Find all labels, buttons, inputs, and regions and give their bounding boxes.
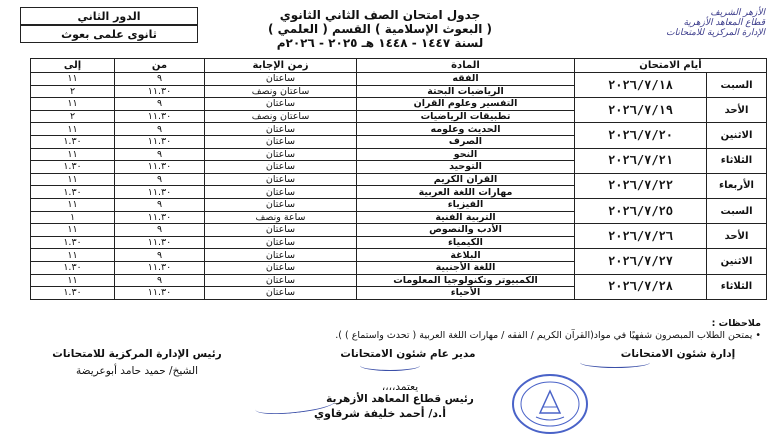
organization-block — [590, 8, 765, 38]
time-from: ١١.٣٠ — [115, 261, 205, 274]
exam-day: الثلاثاء — [707, 148, 767, 173]
table-header-row — [31, 59, 767, 73]
time-to: ١.٣٠ — [31, 135, 115, 148]
time-from: ١١.٣٠ — [115, 186, 205, 199]
left-signature-name: الشيخ/ حميد حامد أبوعريضة — [75, 365, 199, 377]
answer-duration: ساعتان — [205, 198, 357, 211]
time-to: ١١ — [31, 173, 115, 186]
chief-name: أ.د/ أحمد خليفة شرقاوي — [314, 407, 446, 420]
subject-name: الأحياء — [357, 287, 575, 300]
time-to: ١١ — [31, 224, 115, 237]
org-line-3: الإدارة المركزية للامتحانات — [666, 28, 765, 38]
time-to: ١.٣٠ — [31, 287, 115, 300]
exam-date: ٢٠٢٦/٧/٢٠ — [575, 123, 707, 148]
time-from: ١١.٣٠ — [115, 135, 205, 148]
time-to: ١.٣٠ — [31, 161, 115, 174]
subject-name: الفقه — [357, 73, 575, 86]
table-row — [31, 123, 767, 136]
answer-duration: ساعتان — [205, 186, 357, 199]
time-to: ١١ — [31, 274, 115, 287]
table-row — [31, 198, 767, 211]
approved-label: يعتمد،،،، — [381, 381, 419, 393]
table-row — [31, 73, 767, 86]
exam-date: ٢٠٢٦/٧/٢٦ — [575, 224, 707, 249]
exam-day: الأربعاء — [707, 173, 767, 198]
time-to: ١١ — [31, 148, 115, 161]
time-to: ١.٣٠ — [31, 186, 115, 199]
title-line-2: ( البعوث الإسلامية ) القسم ( العلمي ) — [268, 22, 492, 36]
header-days: أيام الامتحان — [575, 59, 767, 73]
table-row — [31, 148, 767, 161]
subject-name: تطبيقات الرياضيات — [357, 110, 575, 123]
signature-scribble-middle — [360, 360, 420, 371]
subject-name: التربية الفنية — [357, 211, 575, 224]
notes-line-1: • يمتحن الطلاب المبصرون شفهيًا في مواد(القرآن الكريم / الفقه / مهارات اللغة العربية ( تحدث واستماع ) ). — [335, 330, 761, 341]
time-from: ٩ — [115, 274, 205, 287]
header-to: إلى — [31, 59, 115, 73]
org-line-1: الأزهر الشريف — [710, 8, 765, 18]
session-label: الدور الثاني — [77, 9, 141, 23]
subject-name: الرياضيات البحتة — [357, 85, 575, 98]
answer-duration: ساعتان — [205, 98, 357, 111]
official-stamp-icon — [510, 373, 590, 435]
exam-date: ٢٠٢٦/٧/٢٧ — [575, 249, 707, 274]
time-to: ٢ — [31, 110, 115, 123]
time-from: ١١.٣٠ — [115, 236, 205, 249]
answer-duration: ساعتان — [205, 161, 357, 174]
time-from: ٩ — [115, 198, 205, 211]
exam-day: الأحد — [707, 224, 767, 249]
subject-name: التفسير وعلوم القرآن — [357, 98, 575, 111]
table-row — [31, 173, 767, 186]
exam-day: الاثنين — [707, 123, 767, 148]
schedule-table-wrapper — [30, 58, 767, 300]
answer-duration: ساعتان — [205, 73, 357, 86]
subject-name: الكيمياء — [357, 236, 575, 249]
exam-day: السبت — [707, 198, 767, 223]
time-from: ١١.٣٠ — [115, 85, 205, 98]
time-from: ١١.٣٠ — [115, 161, 205, 174]
time-from: ٩ — [115, 249, 205, 262]
table-row — [31, 274, 767, 287]
time-to: ١١ — [31, 98, 115, 111]
answer-duration: ساعتان — [205, 173, 357, 186]
answer-duration: ساعتان ونصف — [205, 110, 357, 123]
schedule-body — [31, 73, 767, 300]
time-from: ١١.٣٠ — [115, 110, 205, 123]
answer-duration: ساعتان — [205, 123, 357, 136]
time-from: ٩ — [115, 173, 205, 186]
exam-date: ٢٠٢٦/٧/١٩ — [575, 98, 707, 123]
title-line-1: جدول امتحان الصف الثاني الثانوي — [279, 8, 481, 22]
time-to: ١١ — [31, 123, 115, 136]
time-to: ١.٣٠ — [31, 261, 115, 274]
time-to: ٢ — [31, 85, 115, 98]
time-to: ١.٣٠ — [31, 236, 115, 249]
exam-day: الثلاثاء — [707, 274, 767, 299]
subject-name: القرآن الكريم — [357, 173, 575, 186]
time-to: ١١ — [31, 73, 115, 86]
answer-duration: ساعتان — [205, 135, 357, 148]
time-to: ١١ — [31, 198, 115, 211]
exam-day: الاثنين — [707, 249, 767, 274]
exam-date: ٢٠٢٦/٧/٢١ — [575, 148, 707, 173]
answer-duration: ساعتان — [205, 249, 357, 262]
time-from: ٩ — [115, 73, 205, 86]
header-duration: زمن الإجابة — [205, 59, 357, 73]
subject-name: البلاغة — [357, 249, 575, 262]
answer-duration: ساعتان — [205, 287, 357, 300]
subject-name: الأدب والنصوص — [357, 224, 575, 237]
time-from: ٩ — [115, 148, 205, 161]
exam-date: ٢٠٢٦/٧/٢٨ — [575, 274, 707, 299]
answer-duration: ساعتان — [205, 274, 357, 287]
exam-date: ٢٠٢٦/٧/٢٥ — [575, 198, 707, 223]
exam-day: الأحد — [707, 98, 767, 123]
subject-name: النحو — [357, 148, 575, 161]
answer-duration: ساعتان — [205, 148, 357, 161]
subject-name: اللغة الأجنبية — [357, 261, 575, 274]
answer-duration: ساعتان ونصف — [205, 85, 357, 98]
time-from: ٩ — [115, 98, 205, 111]
time-from: ٩ — [115, 224, 205, 237]
middle-signature-title: مدير عام شئون الامتحانات — [340, 348, 476, 360]
session-box — [20, 7, 198, 25]
time-from: ١١.٣٠ — [115, 211, 205, 224]
answer-duration: ساعة ونصف — [205, 211, 357, 224]
track-box — [20, 25, 198, 43]
right-signature-title: إدارة شئون الامتحانات — [620, 348, 736, 360]
track-label: ثانوى علمى بعوث — [61, 27, 157, 41]
title-block — [225, 8, 535, 50]
exam-date: ٢٠٢٦/٧/٢٢ — [575, 173, 707, 198]
org-line-2: قطاع المعاهد الأزهرية — [683, 18, 765, 28]
time-from: ٩ — [115, 123, 205, 136]
answer-duration: ساعتان — [205, 236, 357, 249]
notes-label: ملاحظات : — [711, 318, 761, 329]
header-subject: المادة — [357, 59, 575, 73]
title-line-3: لسنة ١٤٤٧ - ١٤٤٨ هـ ٢٠٢٥ - ٢٠٢٦م — [276, 36, 484, 50]
subject-name: مهارات اللغة العربية — [357, 186, 575, 199]
subject-name: الحديث وعلومه — [357, 123, 575, 136]
header-from: من — [115, 59, 205, 73]
answer-duration: ساعتان — [205, 261, 357, 274]
table-row — [31, 98, 767, 111]
table-row — [31, 224, 767, 237]
answer-duration: ساعتان — [205, 224, 357, 237]
subject-name: التوحيد — [357, 161, 575, 174]
time-to: ١ — [31, 211, 115, 224]
table-row — [31, 249, 767, 262]
exam-date: ٢٠٢٦/٧/١٨ — [575, 73, 707, 98]
left-signature-title: رئيس الإدارة المركزية للامتحانات — [52, 348, 222, 360]
chief-title: رئيس قطاع المعاهد الأزهرية — [326, 393, 474, 405]
subject-name: الفيزياء — [357, 198, 575, 211]
time-from: ١١.٣٠ — [115, 287, 205, 300]
subject-name: الكمبيوتر وتكنولوجيا المعلومات — [357, 274, 575, 287]
signature-scribble-right — [580, 357, 650, 368]
schedule-table — [30, 58, 767, 300]
subject-name: الصرف — [357, 135, 575, 148]
exam-day: السبت — [707, 73, 767, 98]
time-to: ١١ — [31, 249, 115, 262]
